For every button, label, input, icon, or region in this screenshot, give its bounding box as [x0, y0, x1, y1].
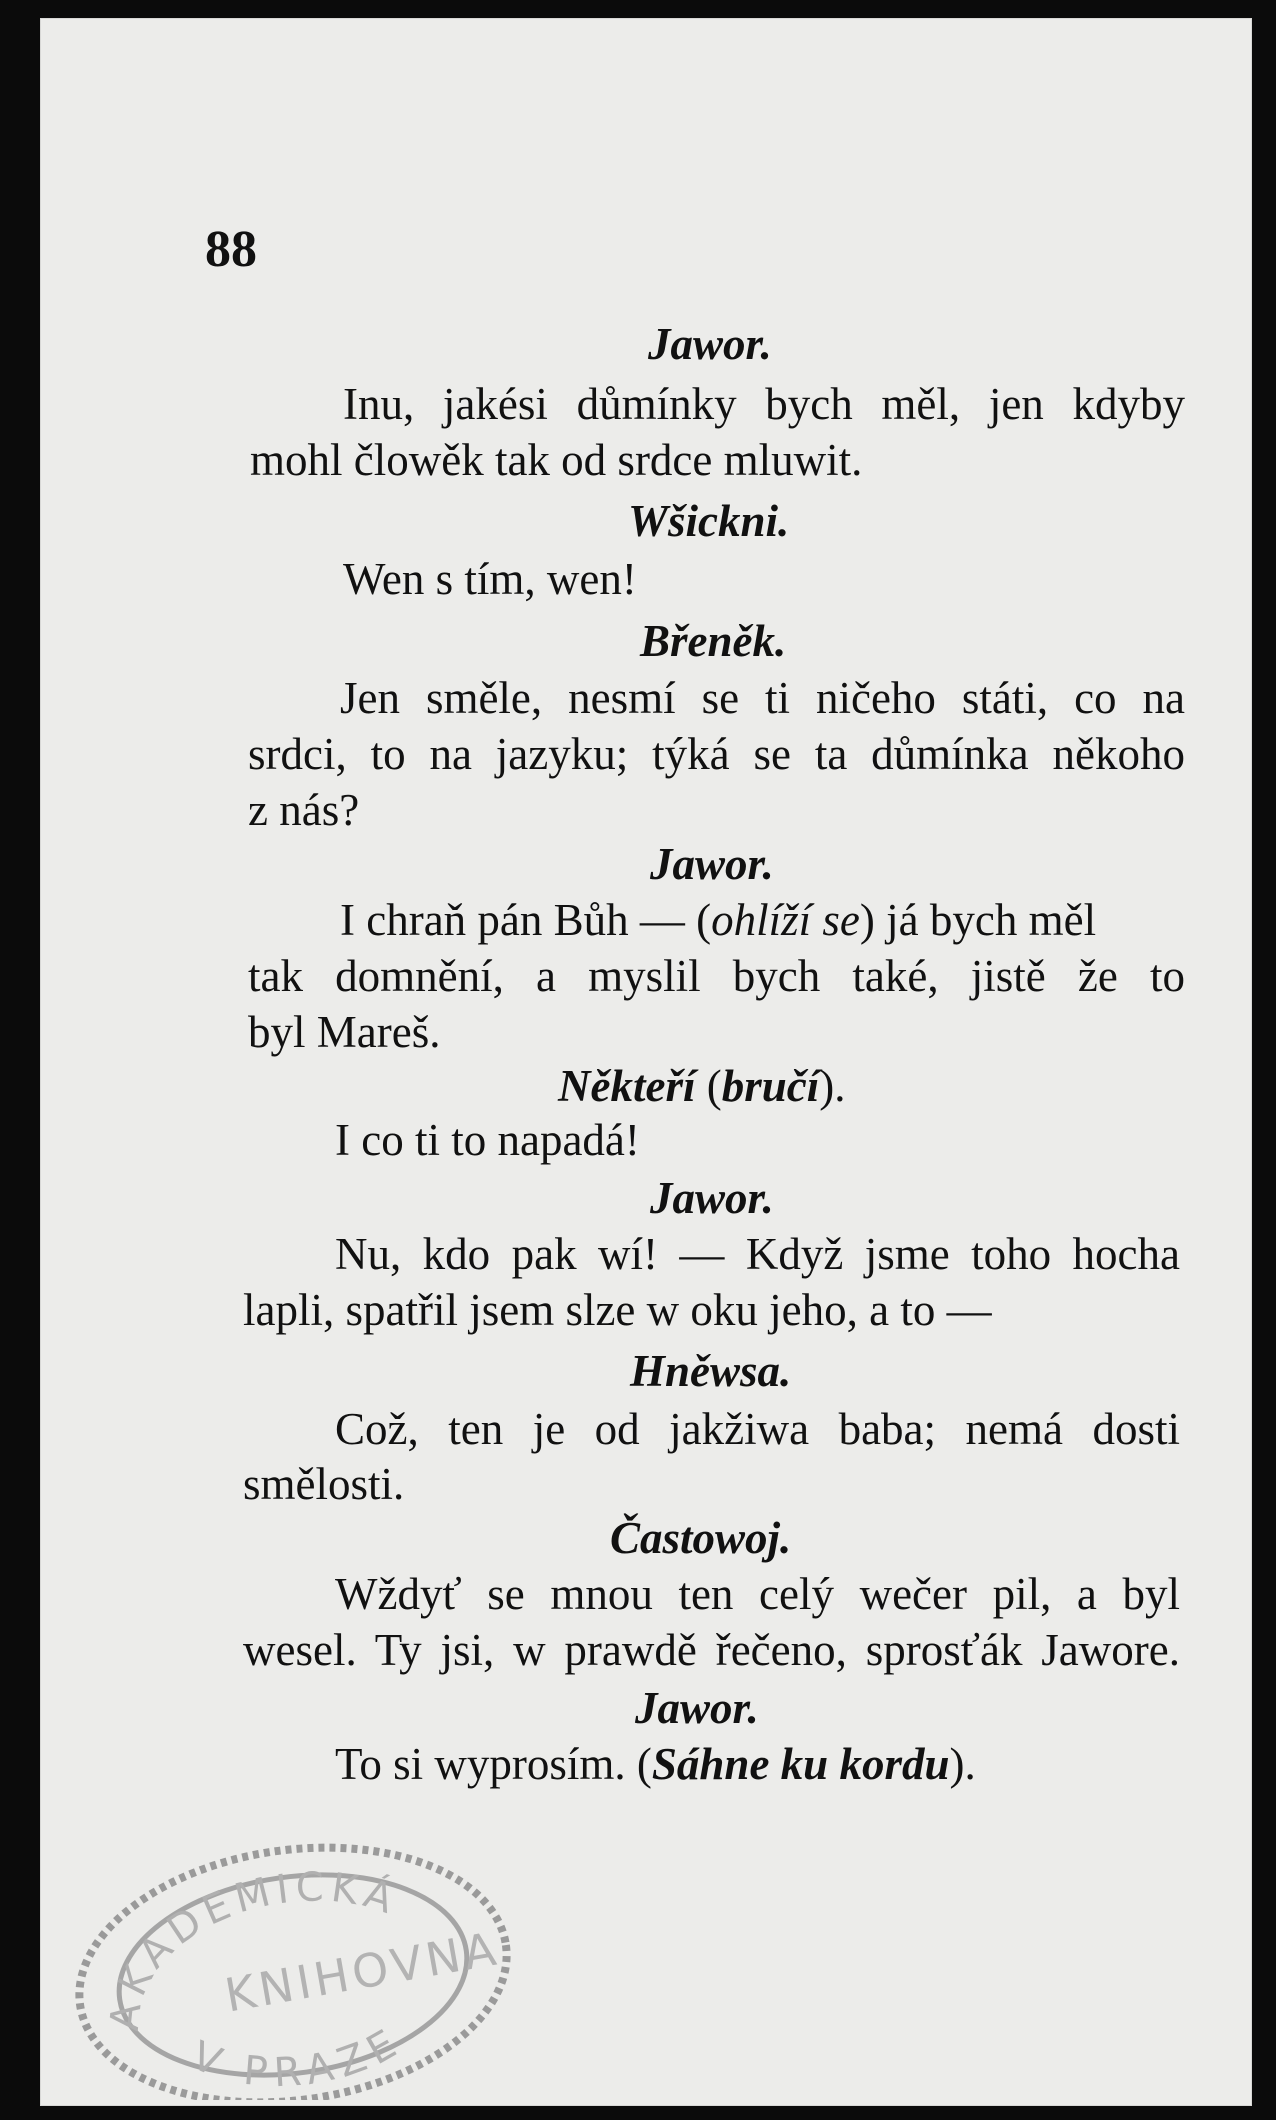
text-line: byl Mareš. [248, 1007, 441, 1057]
stamp-text-bottom: V PRAZE [185, 2017, 411, 2097]
text-span: I chraň pán Bůh — ( [340, 895, 712, 945]
stamp-text-top: AKADEMICKÁ [101, 1864, 405, 2033]
text-line: Wen s tím, wen! [343, 554, 637, 604]
speaker-name: Jawor. [648, 319, 772, 369]
text-span: ). [819, 1061, 846, 1111]
speaker-name: Wšickni. [628, 496, 790, 546]
stage-direction: bručí [721, 1061, 820, 1111]
stage-direction: Sáhne ku kordu [651, 1739, 950, 1789]
text-span: ) já bych měl [859, 895, 1097, 945]
text-line: tak domnění, a myslil bych také, jistě že to [248, 951, 1185, 1001]
text-line: Jen směle, nesmí se ti ničeho státi, co na [340, 673, 1185, 723]
speaker-name: Hněwsa. [630, 1346, 792, 1396]
text-line: mohl člowěk tak od srdce mluwit. [250, 435, 863, 485]
library-stamp [48, 1800, 518, 2100]
text-span: ( [695, 1061, 722, 1111]
text-line [335, 1738, 976, 1790]
text-line [340, 894, 1185, 946]
text-line: Wždyť se mnou ten celý wečer pil, a byl [335, 1569, 1180, 1619]
speaker-name: Jawor. [650, 839, 774, 889]
speaker-name: Jawor. [635, 1683, 759, 1733]
text-line: lapli, spatřil jsem slze w oku jeho, a to — [243, 1285, 992, 1335]
stamp-text-middle: KNIHOVNA [220, 1921, 504, 2023]
text-line: smělosti. [243, 1459, 405, 1509]
speaker-name: Břeněk. [640, 616, 787, 666]
text-line: srdci, to na jazyku; týká se ta důmínka někoho [248, 729, 1185, 779]
text-segment [340, 894, 1096, 946]
text-line: Inu, jakési důmínky bych měl, jen kdyby [343, 379, 1185, 429]
text-span: To si wyprosím. ( [335, 1739, 652, 1789]
text-line: I co ti to napadá! [335, 1115, 640, 1165]
text-line: wesel. Ty jsi, w prawdě řečeno, sprosťák Jawore. [243, 1625, 1180, 1675]
text-line: z nás? [248, 785, 360, 835]
text-span: ). [949, 1739, 976, 1789]
speaker-name [558, 1060, 845, 1112]
stage-direction: ohlíží se [711, 895, 860, 945]
speaker-name: Jawor. [650, 1173, 774, 1223]
text-line: Nu, kdo pak wí! — Když jsme toho hocha [335, 1229, 1180, 1279]
speaker-name: Častowoj. [610, 1513, 792, 1563]
page-number: 88 [205, 221, 257, 278]
text-line: Což, ten je od jakžiwa baba; nemá dosti [335, 1404, 1180, 1454]
speaker-label: Někteří [558, 1061, 696, 1111]
